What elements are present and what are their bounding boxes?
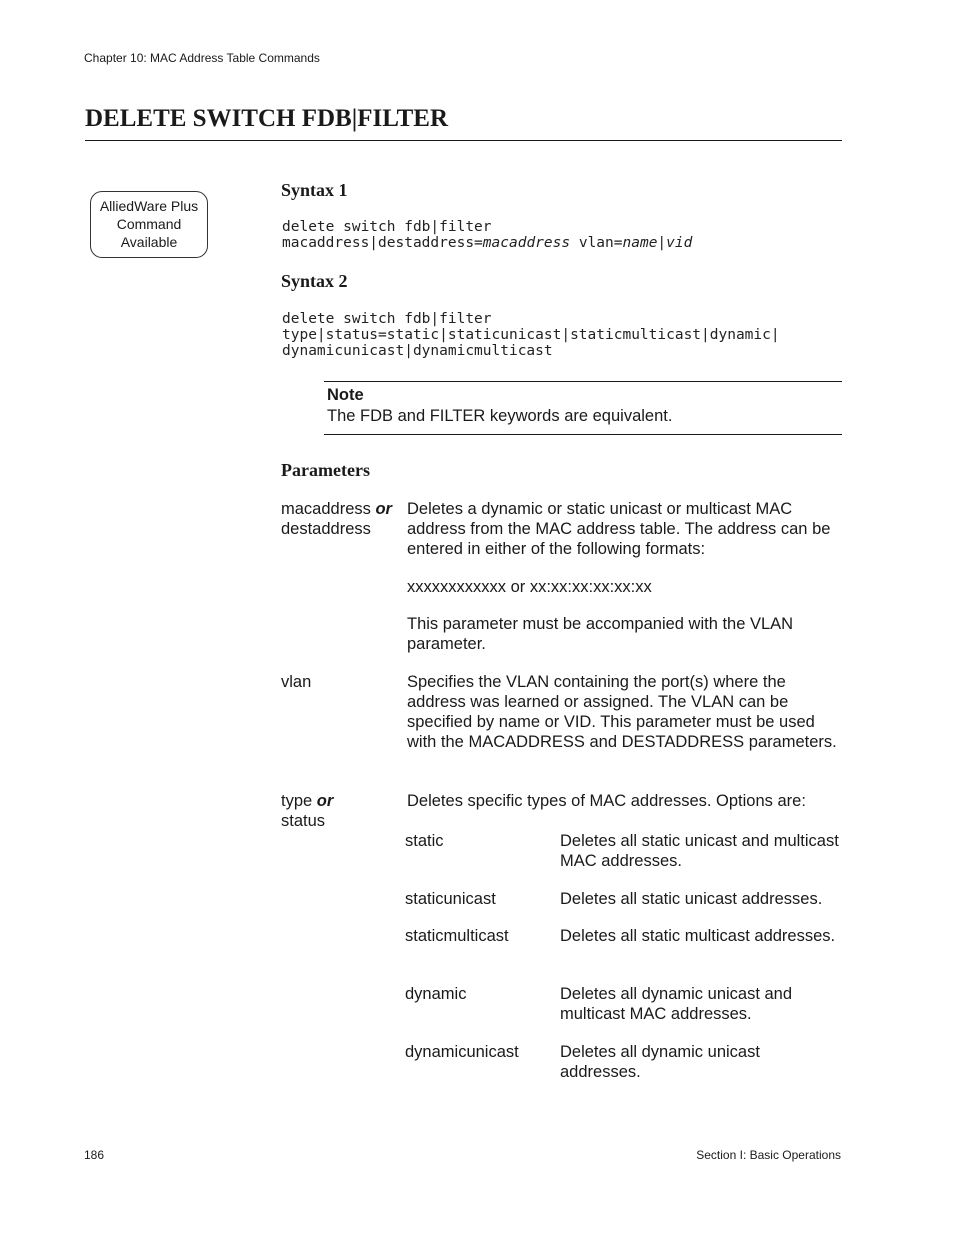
- option-name: staticmulticast: [405, 927, 509, 945]
- title-rule: [85, 140, 842, 141]
- param-term-type: [281, 791, 406, 831]
- param-desc-macaddress-format: xxxxxxxxxxxx or xx:xx:xx:xx:xx:xx: [407, 578, 652, 596]
- syntax2-line2: type|status=static|staticunicast|staticmulticast|dynamic|: [282, 327, 780, 343]
- param-term-vlan: vlan: [281, 673, 312, 691]
- syntax-variable: name: [622, 235, 658, 251]
- option-desc: Deletes all static unicast addresses.: [560, 890, 823, 908]
- note-rule-top: [324, 381, 842, 382]
- option-desc: Deletes all static unicast and multicast MAC addresses.: [560, 832, 839, 870]
- syntax-keyword: vlan=: [570, 235, 623, 251]
- syntax-separator: |: [657, 235, 667, 251]
- note-label: Note: [327, 386, 364, 404]
- page-title: DELETE SWITCH FDB|FILTER: [85, 105, 449, 132]
- param-desc-type: Deletes specific types of MAC addresses. Options are:: [407, 792, 806, 810]
- param-term: macaddress: [281, 500, 376, 518]
- param-term-or: or: [316, 792, 334, 810]
- option-desc: Deletes all dynamic unicast addresses.: [560, 1043, 760, 1081]
- param-desc-macaddress-note: This parameter must be accompanied with the VLAN parameter.: [407, 615, 794, 653]
- syntax1-line2: [282, 235, 692, 251]
- option-desc: Deletes all static multicast addresses.: [560, 927, 836, 945]
- syntax1-line1: delete switch fdb|filter: [282, 219, 492, 235]
- param-term-or: or: [375, 500, 392, 518]
- param-term: type: [281, 792, 317, 810]
- page-number: 186: [84, 1148, 105, 1162]
- note-rule-bottom: [324, 434, 842, 435]
- badge-line: Available: [120, 234, 178, 250]
- section-footer: Section I: Basic Operations: [696, 1148, 841, 1162]
- chapter-header: Chapter 10: MAC Address Table Commands: [84, 51, 320, 65]
- syntax-variable: macaddress: [482, 235, 571, 251]
- option-name: static: [405, 832, 444, 850]
- param-term: status: [281, 812, 326, 830]
- badge-line: Command: [116, 216, 182, 232]
- option-name: dynamic: [405, 985, 467, 1003]
- param-term-macaddress: [281, 499, 406, 539]
- param-term: destaddress: [281, 520, 371, 538]
- note-text: The FDB and FILTER keywords are equivalent.: [327, 407, 673, 425]
- syntax2-line3: dynamicunicast|dynamicmulticast: [282, 343, 553, 359]
- param-desc-macaddress: Deletes a dynamic or static unicast or multicast MAC address from the MAC address table. The address can be entered in either of the following formats:: [407, 500, 831, 558]
- option-desc: Deletes all dynamic unicast and multicast MAC addresses.: [560, 985, 793, 1023]
- option-name: dynamicunicast: [405, 1043, 519, 1061]
- parameters-heading: Parameters: [281, 460, 370, 480]
- param-desc-vlan: Specifies the VLAN containing the port(s) where the address was learned or assigned. The VLAN can be specified by name or VID. This parameter must be used with the MACADDRESS and DESTADDRESS parameters.: [407, 673, 837, 751]
- allied-ware-plus-badge: [90, 191, 208, 258]
- syntax2-heading: Syntax 2: [281, 271, 348, 291]
- syntax-keyword: macaddress|destaddress=: [282, 235, 483, 251]
- syntax-variable: vid: [666, 235, 693, 251]
- badge-line: AlliedWare Plus: [99, 198, 199, 214]
- syntax2-line1: delete switch fdb|filter: [282, 311, 492, 327]
- syntax1-heading: Syntax 1: [281, 180, 348, 200]
- option-name: staticunicast: [405, 890, 496, 908]
